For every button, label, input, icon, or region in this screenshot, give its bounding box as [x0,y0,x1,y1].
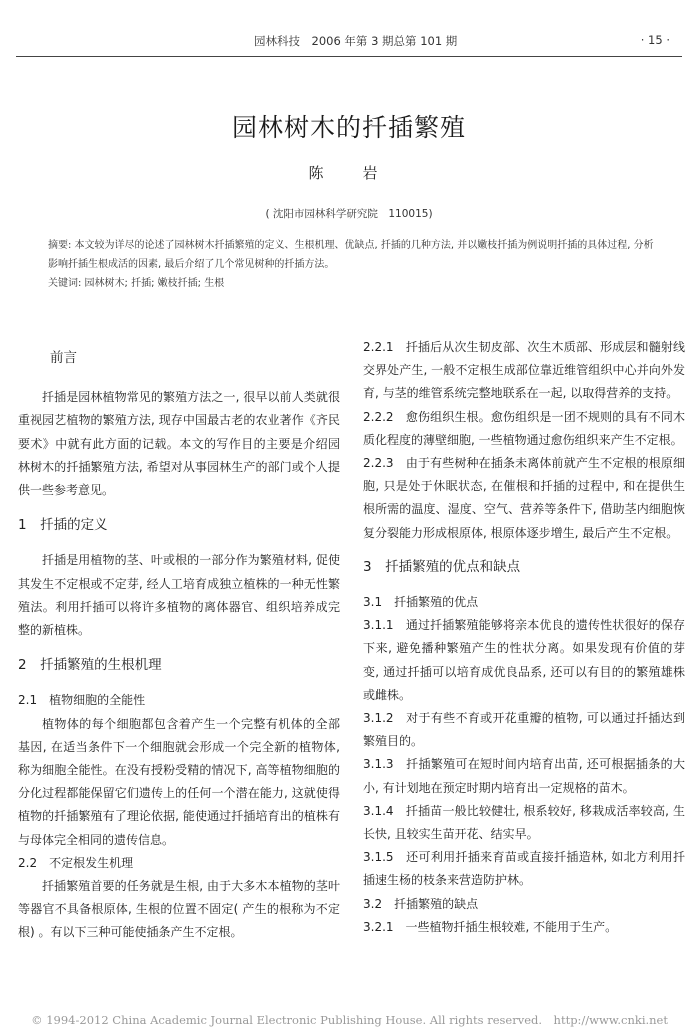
section-heading: 1 扦插的定义 [18,517,108,534]
author: 陈 岩 [308,164,390,182]
abstract: 摘要: 本文较为详尽的论述了园林树木扦插繁殖的定义、生根机理、优缺点, 扦插的几种方法, 并以嫩枝扦插为例说明扦插的具体过程, 分析影响扦插生根成活的因素, 最后介绍了几个常见树种的扦插方法。 [48,240,654,270]
left-column [18,336,340,945]
journal-info: 园林科技 2006 年第 3 期总第 101 期 [254,34,458,48]
subsection-heading: 3.2 扦插繁殖的缺点 [363,896,479,911]
section-heading: 2 扦插繁殖的生根机理 [18,657,162,674]
section-heading: 前言 [50,350,77,366]
paragraph: 3.1.1 通过扦插繁殖能够将亲本优良的遗传性状很好的保存下来, 避免播种繁殖产生的性状分离。如果发现有价值的芽变, 通过扦插可以培育成优良品系, 还可以有目的的繁殖雄株或雌株。 [363,618,685,702]
paragraph: 3.1.4 扦插苗一般比较健壮, 根系较好, 移栽成活率较高, 生长快, 且较实生苗开花、结实早。 [363,803,685,842]
paper-title: 园林树木的扦插繁殖 [231,113,466,142]
paragraph: 2.2.3 由于有些树种在插条未离体前就产生不定根的根原细胞, 只是处于休眠状态, 在催根和扦插的过程中, 和在提供生根所需的温度、湿度、空气、营养等条件下, 借助茎内细胞恢复分裂能力形成根原体, 根原体逐步增生, 最后产生不定根。 [363,456,685,540]
paragraph: 扦插是用植物的茎、叶或根的一部分作为繁殖材料, 促使其发生不定根或不定芽, 经人工培育成独立植株的一种无性繁殖法。利用扦插可以将许多植物的离体器官、组织培养成完整的新植株。 [18,553,340,638]
keywords: 关键词: 园林树木; 扦插; 嫩枝扦插; 生根 [48,278,225,289]
paragraph: 植物体的每个细胞都包含着产生一个完整有机体的全部基因, 在适当条件下一个细胞就会形成一个完全新的植物体, 称为细胞全能性。在没有授粉受精的情况下, 高等植物细胞的分化过程都能保留它们遗传上的任何一个潜在能力, 这就使得植物的扦插繁殖有了理论依据, 能使通过扦插培育出的植株有与母体完全相同的遗传信息。 [18,716,340,847]
section-heading: 3 扦插繁殖的优点和缺点 [363,558,521,575]
paragraph: 3.2.1 一些植物扦插生根较难, 不能用于生产。 [363,919,618,934]
page-number: · 15 · [640,33,670,47]
affiliation: ( 沈阳市园林科学研究院 110015) [265,208,433,220]
running-header [16,33,682,53]
paragraph: 3.1.5 还可利用扦插来育苗或直接扦插造林, 如北方利用扦插速生杨的枝条来营造防护林。 [363,850,685,888]
paragraph: 扦插繁殖首要的任务就是生根, 由于大多木本植物的茎叶等器官不具备根原体, 生根的位置不固定( 产生的根称为不定根) 。有以下三种可能使插条产生不定根。 [18,879,340,940]
subsection-heading: 3.1 扦插繁殖的优点 [363,595,479,610]
copyright-footer: © 1994-2012 China Academic Journal Electronic Publishing House. All rights reserved. http://www.cnki.net [31,1013,668,1027]
header-rule [16,56,682,57]
paragraph: 2.2.2 愈伤组织生根。愈伤组织是一团不规则的具有不同木质化程度的薄壁细胞, 一些植物通过愈伤组织来产生不定根。 [363,409,685,447]
paragraph: 3.1.2 对于有些不育或开花重瓣的植物, 可以通过扦插达到繁殖目的。 [363,711,685,749]
paragraph: 扦插是园林植物常见的繁殖方法之一, 很早以前人类就很重视园艺植物的繁殖方法, 现存中国最古老的农业著作《齐民要术》中就有此方面的记载。本文的写作目的主要是介绍园林树木的扦插繁殖方法, 希望对从事园林生产的部门或个人提供一些参考意见。 [18,390,340,498]
paragraph: 2.2.1 扦插后从次生韧皮部、次生木质部、形成层和髓射线交界处产生, 一般不定根生成部位靠近维管组织中心并向外发育, 与茎的维管系统完整地联系在一起, 以取得营养的支持。 [363,340,685,401]
subsection-heading: 2.1 植物细胞的全能性 [18,693,146,708]
paragraph: 3.1.3 扦插繁殖可在短时间内培育出苗, 还可根据插条的大小, 有计划地在预定时期内培育出一定规格的苗木。 [363,757,685,795]
right-column [363,336,685,939]
subsection-heading: 2.2 不定根发生机理 [18,855,134,870]
